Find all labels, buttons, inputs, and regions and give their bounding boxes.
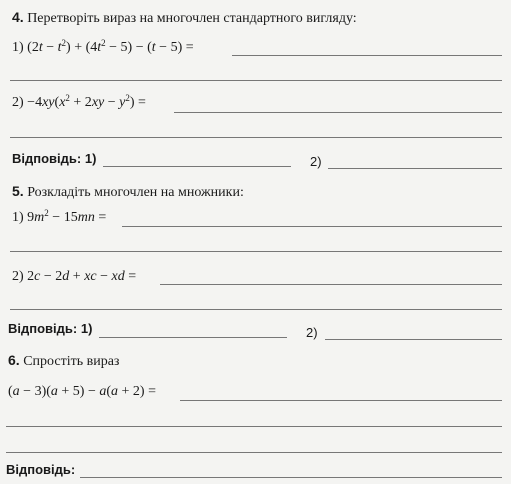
task-6-expression: (a − 3)(a + 5) − a(a + 2) = (8, 384, 156, 399)
answer-line[interactable] (10, 80, 502, 81)
answer-line[interactable] (80, 477, 502, 478)
answer-line[interactable] (103, 166, 291, 167)
item-label: 2) (12, 95, 24, 110)
answer-label-2: 2) (310, 154, 322, 169)
answer-line[interactable] (10, 309, 502, 310)
answer-label: Відповідь: (6, 462, 76, 477)
answer-line[interactable] (174, 112, 502, 113)
answer-line[interactable] (160, 284, 502, 285)
task-5-item-2: 2) 2c − 2d + xc − xd = (12, 269, 137, 284)
task-4-item-1: 1) $(2t - t^2) + (4t^2 - 5) - (t - 5)$ = (12, 38, 194, 55)
task-instruction: Розкладіть многочлен на множники: (27, 185, 244, 200)
task-number: 4. (12, 9, 24, 25)
answer-line[interactable] (325, 339, 502, 340)
item-label: 1) (12, 40, 24, 55)
task-6-heading (8, 352, 119, 370)
answer-label: Відповідь: 1) (12, 151, 97, 166)
answer-line[interactable] (328, 168, 502, 169)
task-number: 6. (8, 352, 20, 368)
task-instruction: Спростіть вираз (23, 354, 120, 369)
task-5-item-1: 1) $9m^2 - 15mn$ = (12, 208, 107, 225)
task-instruction: Перетворіть вираз на многочлен стандартного вигляду: (27, 11, 357, 26)
task-number: 5. (12, 183, 24, 199)
answer-label-2: 2) (306, 325, 318, 340)
answer-line[interactable] (232, 55, 502, 56)
answer-line[interactable] (180, 400, 502, 401)
answer-label: Відповідь: 1) (8, 321, 93, 336)
task-4-item-2: $2) -4xy(x^2 + 2xy - y^2)$ = (12, 93, 146, 110)
answer-line[interactable] (6, 426, 502, 427)
item-label: 2) (12, 269, 24, 284)
answer-line[interactable] (122, 226, 502, 227)
answer-line[interactable] (6, 452, 502, 453)
answer-line[interactable] (99, 337, 287, 338)
task-5-heading (12, 183, 244, 201)
item-label: 1) (12, 210, 24, 225)
task-4-heading (12, 9, 357, 27)
answer-line[interactable] (10, 137, 502, 138)
answer-line[interactable] (10, 251, 502, 252)
